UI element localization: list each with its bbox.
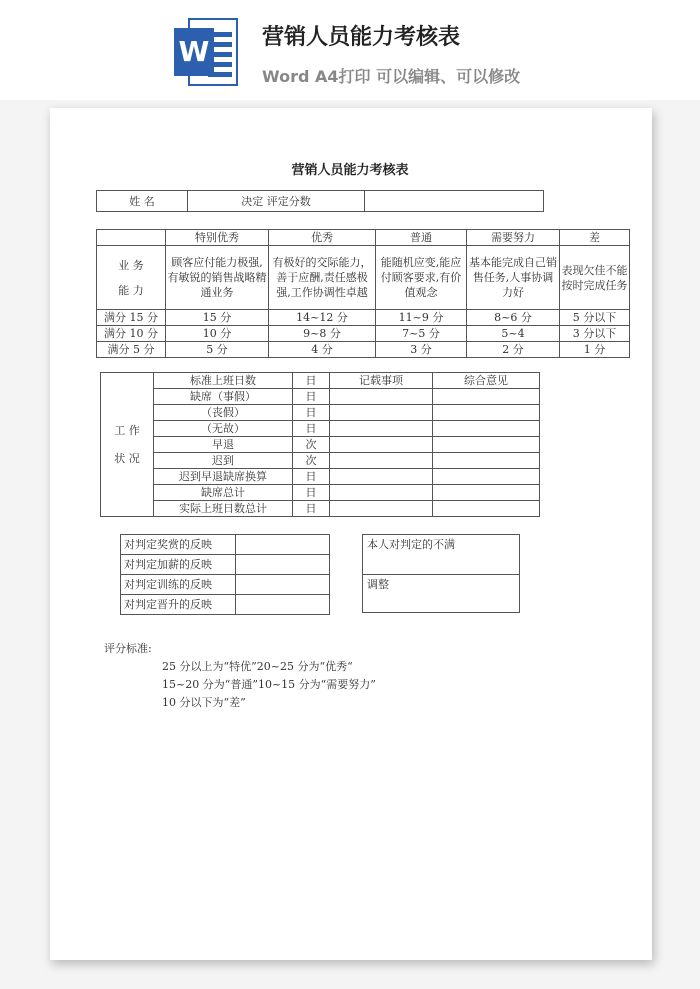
name-table <box>96 190 544 212</box>
work-status-table <box>100 372 540 517</box>
ability-desc: 基本能完成自己销售任务,人事协调力好 <box>467 246 560 310</box>
score-cell: 8~6 分 <box>467 310 560 326</box>
score-cell: 10 分 <box>166 326 269 342</box>
score-row-label: 满分 10 分 <box>97 326 166 342</box>
header-banner <box>0 0 700 100</box>
score-cell: 4 分 <box>269 342 376 358</box>
ability-desc: 有极好的交际能力，善于应酬,责任感极强,工作协调性卓越 <box>269 246 376 310</box>
reaction-label: 对判定奖赏的反映 <box>121 535 236 555</box>
opinion-cell <box>433 453 540 469</box>
criteria-line: 15~20 分为“普通”10~15 分为“需要努力” <box>162 678 376 691</box>
corner-cell <box>97 230 166 246</box>
work-unit: 日 <box>293 469 330 485</box>
reaction-table <box>120 534 330 615</box>
name-label: 姓 名 <box>97 191 188 212</box>
record-cell <box>330 501 433 517</box>
reaction-value <box>236 595 330 615</box>
criteria-label: 评分标准: <box>104 642 152 655</box>
score-cell: 7~5 分 <box>376 326 467 342</box>
work-item: 标准上班日数 <box>154 373 293 389</box>
work-item: 早退 <box>154 437 293 453</box>
ability-desc: 表现欠佳不能按时完成任务 <box>560 246 630 310</box>
reaction-value <box>236 535 330 555</box>
work-item: 迟到 <box>154 453 293 469</box>
document-title: 营销人员能力考核表 <box>291 163 409 178</box>
record-cell <box>330 421 433 437</box>
score-cell: 5 分以下 <box>560 310 630 326</box>
adjust-label: 调整 <box>363 575 520 613</box>
score-cell: 5~4 <box>467 326 560 342</box>
opinion-cell <box>433 421 540 437</box>
ability-label-bottom: 能 力 <box>118 283 144 297</box>
grade-header: 特别优秀 <box>166 230 269 246</box>
ability-label <box>97 246 166 310</box>
score-cell: 5 分 <box>166 342 269 358</box>
record-header: 记载事项 <box>330 373 433 389</box>
work-unit: 日 <box>293 405 330 421</box>
work-item: （无故） <box>154 421 293 437</box>
score-cell: 15 分 <box>166 310 269 326</box>
work-item: 实际上班日数总计 <box>154 501 293 517</box>
reaction-label: 对判定训练的反映 <box>121 575 236 595</box>
opinion-header: 综合意见 <box>433 373 540 389</box>
record-cell <box>330 389 433 405</box>
dissatisfaction-table <box>362 534 520 613</box>
grade-header: 优秀 <box>269 230 376 246</box>
ability-desc: 顾客应付能力极强,有敏锐的销售战略精通业务 <box>166 246 269 310</box>
reaction-value <box>236 575 330 595</box>
score-cell: 14~12 分 <box>269 310 376 326</box>
work-item: 缺席（事假） <box>154 389 293 405</box>
criteria-line: 10 分以下为“差” <box>162 696 246 709</box>
record-cell <box>330 453 433 469</box>
reaction-label: 对判定晋升的反映 <box>121 595 236 615</box>
work-unit: 次 <box>293 437 330 453</box>
work-label-bottom: 状 况 <box>114 451 140 465</box>
score-cell: 1 分 <box>560 342 630 358</box>
work-unit: 日 <box>293 485 330 501</box>
grade-header: 差 <box>560 230 630 246</box>
score-cell: 2 分 <box>467 342 560 358</box>
record-cell <box>330 485 433 501</box>
work-unit: 日 <box>293 389 330 405</box>
dissatisfaction-label: 本人对判定的不满 <box>363 535 520 575</box>
opinion-cell <box>433 501 540 517</box>
header-title: 营销人员能力考核表 <box>262 25 461 50</box>
record-cell <box>330 405 433 421</box>
scoring-criteria <box>104 640 376 712</box>
record-cell <box>330 437 433 453</box>
ability-table <box>96 229 630 358</box>
opinion-cell <box>433 405 540 421</box>
criteria-line: 25 分以上为“特优”20~25 分为“优秀“ <box>162 660 353 673</box>
score-value-cell <box>365 191 544 212</box>
score-cell: 3 分 <box>376 342 467 358</box>
opinion-cell <box>433 485 540 501</box>
ability-label-top: 业 务 <box>118 258 144 272</box>
work-label <box>101 373 154 517</box>
work-item: 缺席总计 <box>154 485 293 501</box>
decision-label: 决定 评定分数 <box>188 191 365 212</box>
word-icon-letter: W <box>174 28 214 76</box>
score-row-label: 满分 5 分 <box>97 342 166 358</box>
work-item: （丧假） <box>154 405 293 421</box>
opinion-cell <box>433 437 540 453</box>
work-unit: 日 <box>293 421 330 437</box>
score-cell: 9~8 分 <box>269 326 376 342</box>
work-unit: 日 <box>293 373 330 389</box>
work-unit: 日 <box>293 501 330 517</box>
header-subtitle: Word A4打印 可以编辑、可以修改 <box>262 67 521 86</box>
score-row-label: 满分 15 分 <box>97 310 166 326</box>
work-label-top: 工 作 <box>114 423 140 437</box>
word-icon <box>174 18 240 86</box>
reaction-label: 对判定加薪的反映 <box>121 555 236 575</box>
grade-header: 需要努力 <box>467 230 560 246</box>
reaction-value <box>236 555 330 575</box>
score-cell: 3 分以下 <box>560 326 630 342</box>
grade-header: 普通 <box>376 230 467 246</box>
record-cell <box>330 469 433 485</box>
work-item: 迟到早退缺席换算 <box>154 469 293 485</box>
score-cell: 11~9 分 <box>376 310 467 326</box>
opinion-cell <box>433 469 540 485</box>
opinion-cell <box>433 389 540 405</box>
ability-desc: 能随机应变,能应付顾客要求,有价值观念 <box>376 246 467 310</box>
work-unit: 次 <box>293 453 330 469</box>
